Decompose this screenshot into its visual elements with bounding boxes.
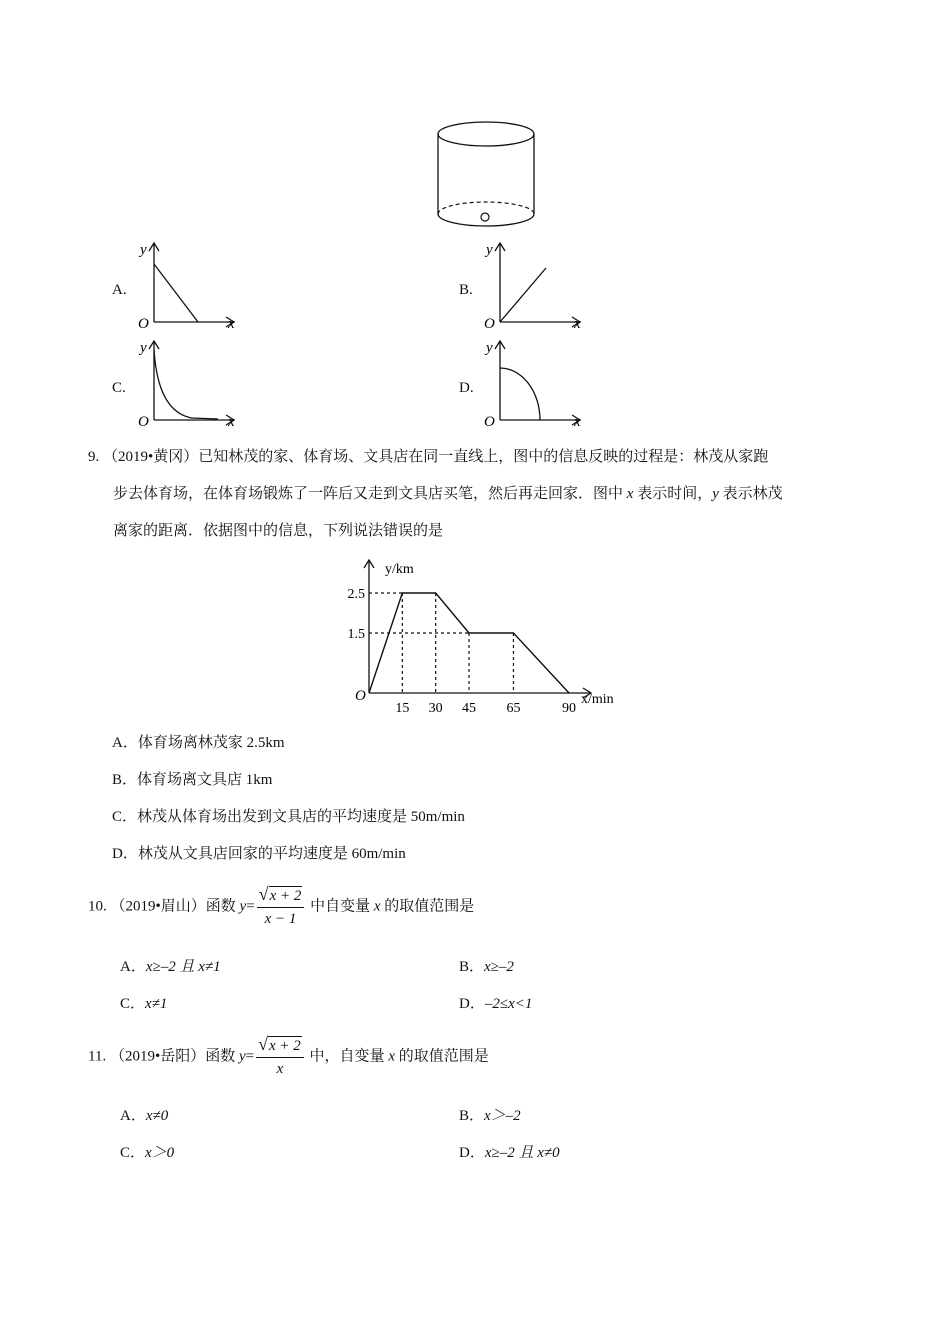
q9-line3-text: 离家的距离．依据图中的信息，下列说法错误的是	[113, 523, 444, 539]
origin-label: O	[138, 414, 149, 428]
q10-option-b[interactable]	[459, 956, 514, 978]
x-tick-label: 30	[428, 701, 443, 715]
q10-option-a-text: x≥–2 且 x≠1	[145, 959, 221, 975]
q11-tail-b: 的取值范围是	[398, 1048, 489, 1065]
x-axis-label: x	[574, 414, 581, 428]
sqrt-icon: √	[258, 884, 269, 904]
q11-option-c-text: x＞0	[145, 1145, 175, 1161]
q9-var-y: y	[712, 486, 719, 502]
q11-equals: =	[245, 1048, 255, 1065]
origin-label: O	[138, 316, 149, 330]
q11-var-x: x	[388, 1048, 395, 1065]
q10-option-a[interactable]	[120, 956, 221, 978]
q9-option-c-letter: C．	[112, 809, 138, 825]
q10-number: 10.	[88, 898, 107, 915]
q11-option-c[interactable]	[120, 1142, 174, 1164]
y-axis-label: y	[140, 340, 147, 356]
q11-option-d-text: x≥–2 且 x≠0	[484, 1145, 560, 1161]
q10-denominator: x − 1	[264, 911, 297, 927]
y-tick-label: 2.5	[347, 587, 365, 602]
q10-option-b-text: x≥–2	[484, 959, 514, 975]
q9-stem	[88, 446, 868, 542]
q9-line1-text: 已知林茂的家、体育场、文具店在同一直线上，图中的信息反映的过程是：林茂从家跑	[198, 449, 769, 465]
q11-numerator: x + 2	[269, 1038, 301, 1054]
q9-number: 9.	[88, 449, 100, 465]
x-axis-label: x	[574, 316, 581, 330]
y-axis-label: y	[140, 242, 147, 258]
q9-option-d[interactable]	[112, 843, 406, 865]
x-tick-label: 15	[395, 701, 410, 715]
q11-option-a-letter: A．	[120, 1108, 146, 1124]
q9-option-a-text: 体育场离林茂家 2.5km	[137, 735, 285, 751]
q10-option-b-letter: B．	[459, 959, 485, 975]
q9-option-c-text: 林茂从体育场出发到文具店的平均速度是 50m/min	[137, 809, 465, 825]
q10-tail-b: 的取值范围是	[384, 898, 475, 915]
q11-denominator: x	[276, 1061, 284, 1077]
q9-line2-text-a: 步去体育场，在体育场锻炼了一阵后又走到文具店买笔，然后再走回家．图中	[113, 486, 624, 502]
y-tick-label: 1.5	[347, 627, 365, 642]
q8-option-b-graph	[482, 238, 592, 330]
origin-label: O	[484, 414, 495, 428]
x-axis-label: x	[228, 414, 235, 428]
q9-option-b-letter: B．	[112, 772, 138, 788]
q9-option-d-letter: D．	[112, 846, 138, 862]
x-tick-label: 65	[506, 701, 521, 715]
q8-option-b-label[interactable]: B.	[459, 282, 473, 298]
q9-line2-text-b: 表示时间，	[637, 486, 713, 502]
q10-option-d-text: –2≤x<1	[484, 996, 533, 1012]
q11-number: 11.	[88, 1048, 107, 1065]
q10-var-y: y	[239, 898, 247, 915]
y-axis-label: y	[486, 242, 493, 258]
q10-numerator: x + 2	[269, 888, 302, 904]
q10-option-a-letter: A．	[120, 959, 146, 975]
q9-var-x: x	[626, 486, 634, 502]
x-axis-label: x	[228, 316, 235, 330]
q11-var-y: y	[238, 1048, 246, 1065]
q8-option-c-graph	[136, 336, 246, 428]
q11-option-d[interactable]	[459, 1142, 560, 1164]
q11-option-b-text: x＞–2	[484, 1108, 521, 1124]
q8-option-c-label[interactable]: C.	[112, 380, 126, 396]
q9-line2	[88, 483, 868, 505]
q10-tail-a: 中自变量	[310, 898, 371, 915]
y-axis-title: y/km	[385, 562, 414, 577]
q10-source: （2019•眉山）	[110, 898, 206, 915]
q10-stem	[88, 884, 474, 930]
q9-option-a[interactable]	[112, 732, 285, 754]
q11-option-b-letter: B．	[459, 1108, 485, 1124]
q10-option-d-letter: D．	[459, 996, 485, 1012]
q10-option-c-text: x≠1	[145, 996, 168, 1012]
q9-source: （2019•黄冈）	[103, 449, 199, 465]
q9-line2-text-c: 表示林茂	[722, 486, 783, 502]
q11-tail-a: 中，自变量	[309, 1048, 385, 1065]
q9-option-a-letter: A．	[112, 735, 138, 751]
q9-option-d-text: 林茂从文具店回家的平均速度是 60m/min	[137, 846, 406, 862]
q9-line1	[88, 446, 868, 468]
q11-lead: 函数	[205, 1048, 236, 1065]
q10-var-x: x	[373, 898, 381, 915]
x-tick-label: 90	[562, 701, 576, 715]
q11-option-a[interactable]	[120, 1105, 168, 1127]
q11-option-d-letter: D．	[459, 1145, 485, 1161]
q9-distance-time-chart	[345, 555, 635, 715]
q9-option-c[interactable]	[112, 806, 465, 828]
q9-option-b[interactable]	[112, 769, 272, 791]
q8-option-d-graph	[482, 336, 592, 428]
q8-option-a-graph	[136, 238, 246, 330]
chart-origin-label: O	[355, 688, 366, 704]
q11-fraction	[256, 1034, 304, 1080]
x-tick-label: 45	[462, 701, 476, 715]
q9-line3	[88, 520, 868, 542]
q11-option-b[interactable]	[459, 1105, 521, 1127]
q8-option-a-label[interactable]: A.	[112, 282, 127, 298]
q10-fraction	[257, 884, 305, 930]
y-axis-label: y	[486, 340, 493, 356]
q11-option-a-text: x≠0	[145, 1108, 169, 1124]
sqrt-icon: √	[258, 1034, 269, 1054]
q11-source: （2019•岳阳）	[109, 1048, 206, 1065]
origin-label: O	[484, 316, 495, 330]
q10-lead: 函数	[205, 898, 236, 915]
q10-option-c-letter: C．	[120, 996, 146, 1012]
q10-equals: =	[246, 898, 255, 915]
q10-option-c[interactable]	[120, 993, 167, 1015]
q9-option-b-text: 体育场离文具店 1km	[137, 772, 273, 788]
q10-option-d[interactable]	[459, 993, 532, 1015]
cylinder-figure	[430, 112, 542, 236]
q8-option-d-label[interactable]: D.	[459, 380, 474, 396]
q11-option-c-letter: C．	[120, 1145, 146, 1161]
q11-stem	[88, 1034, 489, 1080]
x-axis-title: x/min	[581, 692, 614, 707]
